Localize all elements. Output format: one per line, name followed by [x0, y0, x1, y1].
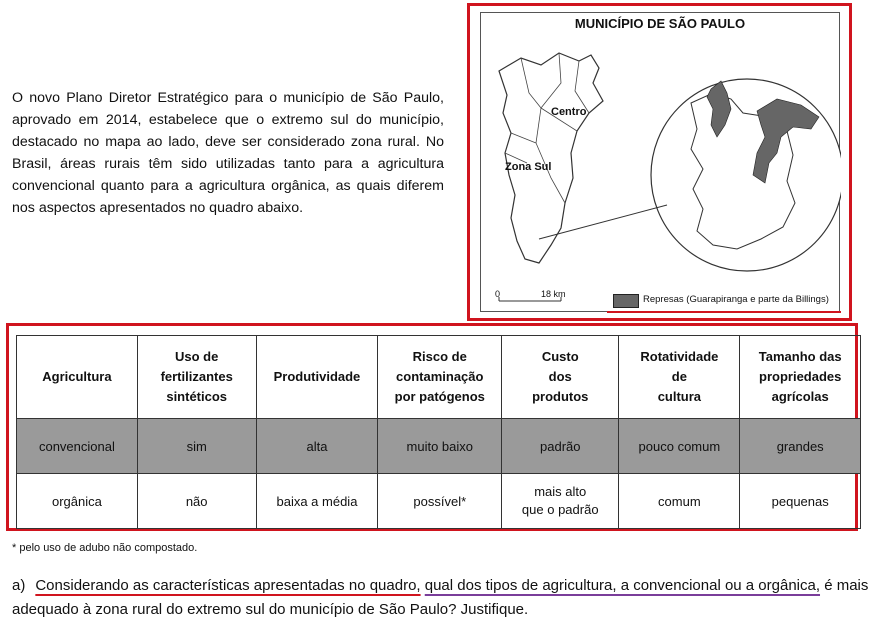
table-cell: sim — [137, 419, 256, 474]
scale-zero: 0 — [495, 289, 501, 299]
table-cell: padrão — [502, 419, 619, 474]
header-produtividade: Produtividade — [256, 336, 378, 419]
intro-paragraph: O novo Plano Diretor Estratégico para o município de São Paulo, aprovado em 2014, estabelece que o extremo sul do município, destacado no mapa ao lado, deve ser considerado zona rural. No Brasil, áreas rurais têm sido utilizadas tanto para a agricultura convencional quanto para a agricultura orgânica, as quais diferem nos aspectos apresentados no quadro abaixo. — [12, 90, 444, 216]
question-part-plain: é mais adequado à zona rural do extremo sul do município de São Paulo? Justifique. — [12, 577, 869, 618]
label-zona-sul: Zona Sul — [505, 161, 552, 173]
header-rotatividade: Rotatividade de cultura — [619, 336, 740, 419]
table-cell: grandes — [740, 419, 861, 474]
question-a — [12, 574, 872, 622]
table-highlight-box — [6, 323, 858, 531]
table-cell: muito baixo — [378, 419, 502, 474]
legend-swatch — [613, 294, 639, 308]
scale-distance: 18 km — [541, 289, 566, 299]
question-letter: a) — [12, 577, 26, 594]
table-cell: comum — [619, 474, 740, 529]
table-cell: pequenas — [740, 474, 861, 529]
municipality-outline — [499, 53, 603, 263]
table-cell: convencional — [17, 419, 138, 474]
map-frame — [480, 12, 840, 312]
header-tamanho: Tamanho das propriedades agrícolas — [740, 336, 861, 419]
question-part-red-underline: Considerando as características apresentadas no quadro, — [35, 577, 421, 594]
table-footnote: * pelo uso de adubo não compostado. — [12, 542, 198, 554]
table-cell: alta — [256, 419, 378, 474]
table-row-organica — [17, 474, 861, 529]
header-fertilizantes: Uso de fertilizantes sintéticos — [137, 336, 256, 419]
table-cell: possível* — [378, 474, 502, 529]
question-part-purple-underline: qual dos tipos de agricultura, a convencional ou a orgânica, — [424, 577, 821, 594]
table-row-convencional — [17, 419, 861, 474]
table-cell: pouco comum — [619, 419, 740, 474]
table-cell: baixa a média — [256, 474, 378, 529]
header-agricultura: Agricultura — [17, 336, 138, 419]
label-centro: Centro — [551, 106, 587, 118]
table-header-row — [17, 336, 861, 419]
agriculture-comparison-table — [16, 335, 861, 529]
zoom-circle — [651, 79, 841, 271]
table-cell: não — [137, 474, 256, 529]
table-cell: mais alto que o padrão — [502, 474, 619, 529]
table-cell: orgânica — [17, 474, 138, 529]
header-custo: Custo dos produtos — [502, 336, 619, 419]
map-highlight-box — [467, 3, 852, 321]
header-risco: Risco de contaminação por patógenos — [378, 336, 502, 419]
legend-text: Represas (Guarapiranga e parte da Billings) — [643, 294, 829, 305]
map-title: MUNICÍPIO DE SÃO PAULO — [574, 16, 746, 31]
